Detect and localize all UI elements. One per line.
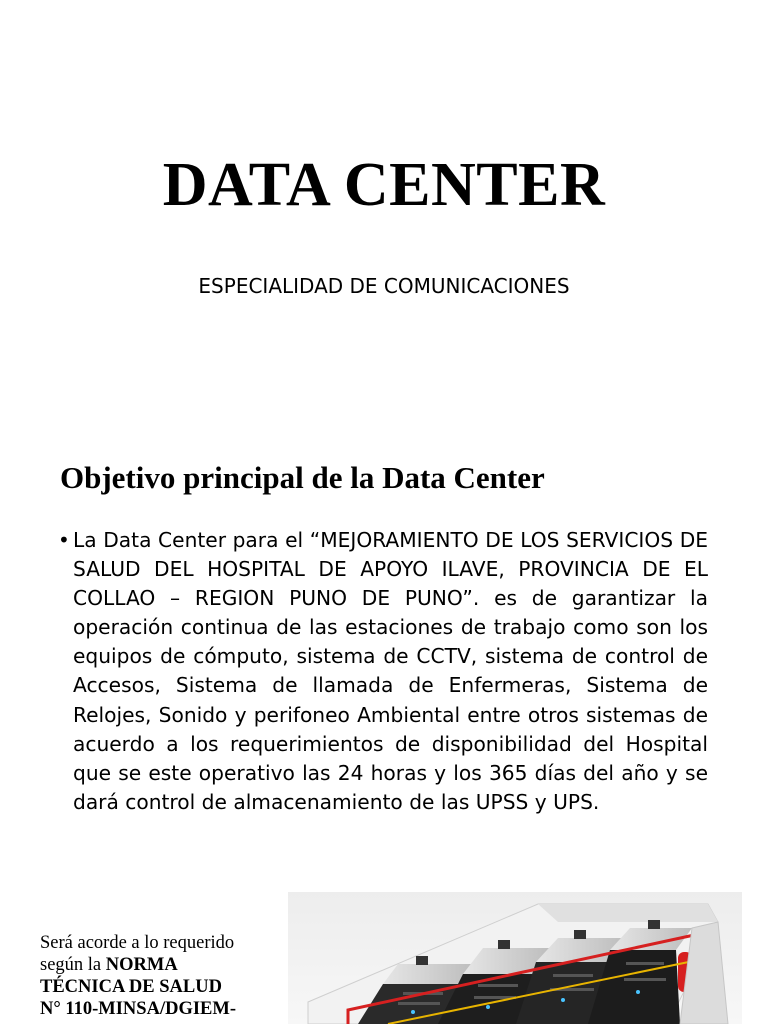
norma-text-line-1: Será acorde a lo requerido	[40, 933, 235, 953]
data-center-rack-image	[288, 892, 742, 1024]
slide-subtitle: ESPECIALIDAD DE COMUNICACIONES	[198, 274, 570, 298]
norma-bold-1: NORMA	[105, 955, 178, 975]
bullet-text: La Data Center para el “MEJORAMIENTO DE LOS SERVICIOS DE SALUD DEL HOSPITAL DE APOYO ILAVE, PROVINCIA DE EL COLLAO – REGION PUNO DE PUNO”. es de garantizar la operación continua de las estaciones de trabajo como son los equipos de cómputo, sistema de CCTV, sistema de control de Accesos, Sistema de llamada de Enfermeras, Sistema de Relojes, Sonido y perifoneo Ambiental entre otros sistemas de acuerdo a los requerimientos de disponibilidad del Hospital que se este operativo las 24 horas y los 365 días del año y se dará control de almacenamiento de las UPSS y UPS.	[73, 528, 708, 814]
slide-title: DATA CENTER	[162, 151, 606, 219]
bullet-icon: •	[58, 528, 70, 552]
norma-text-line-2: según la	[40, 955, 106, 975]
slide-divider	[0, 444, 768, 445]
data-center-illustration	[288, 892, 742, 1024]
section-heading: Objetivo principal de la Data Center	[60, 460, 545, 495]
norma-bold-3: N° 110-MINSA/DGIEM-	[40, 999, 236, 1019]
bullet-list-item	[58, 526, 708, 817]
norma-text	[40, 932, 280, 1020]
norma-bold-2: TÉCNICA DE SALUD	[40, 977, 222, 997]
